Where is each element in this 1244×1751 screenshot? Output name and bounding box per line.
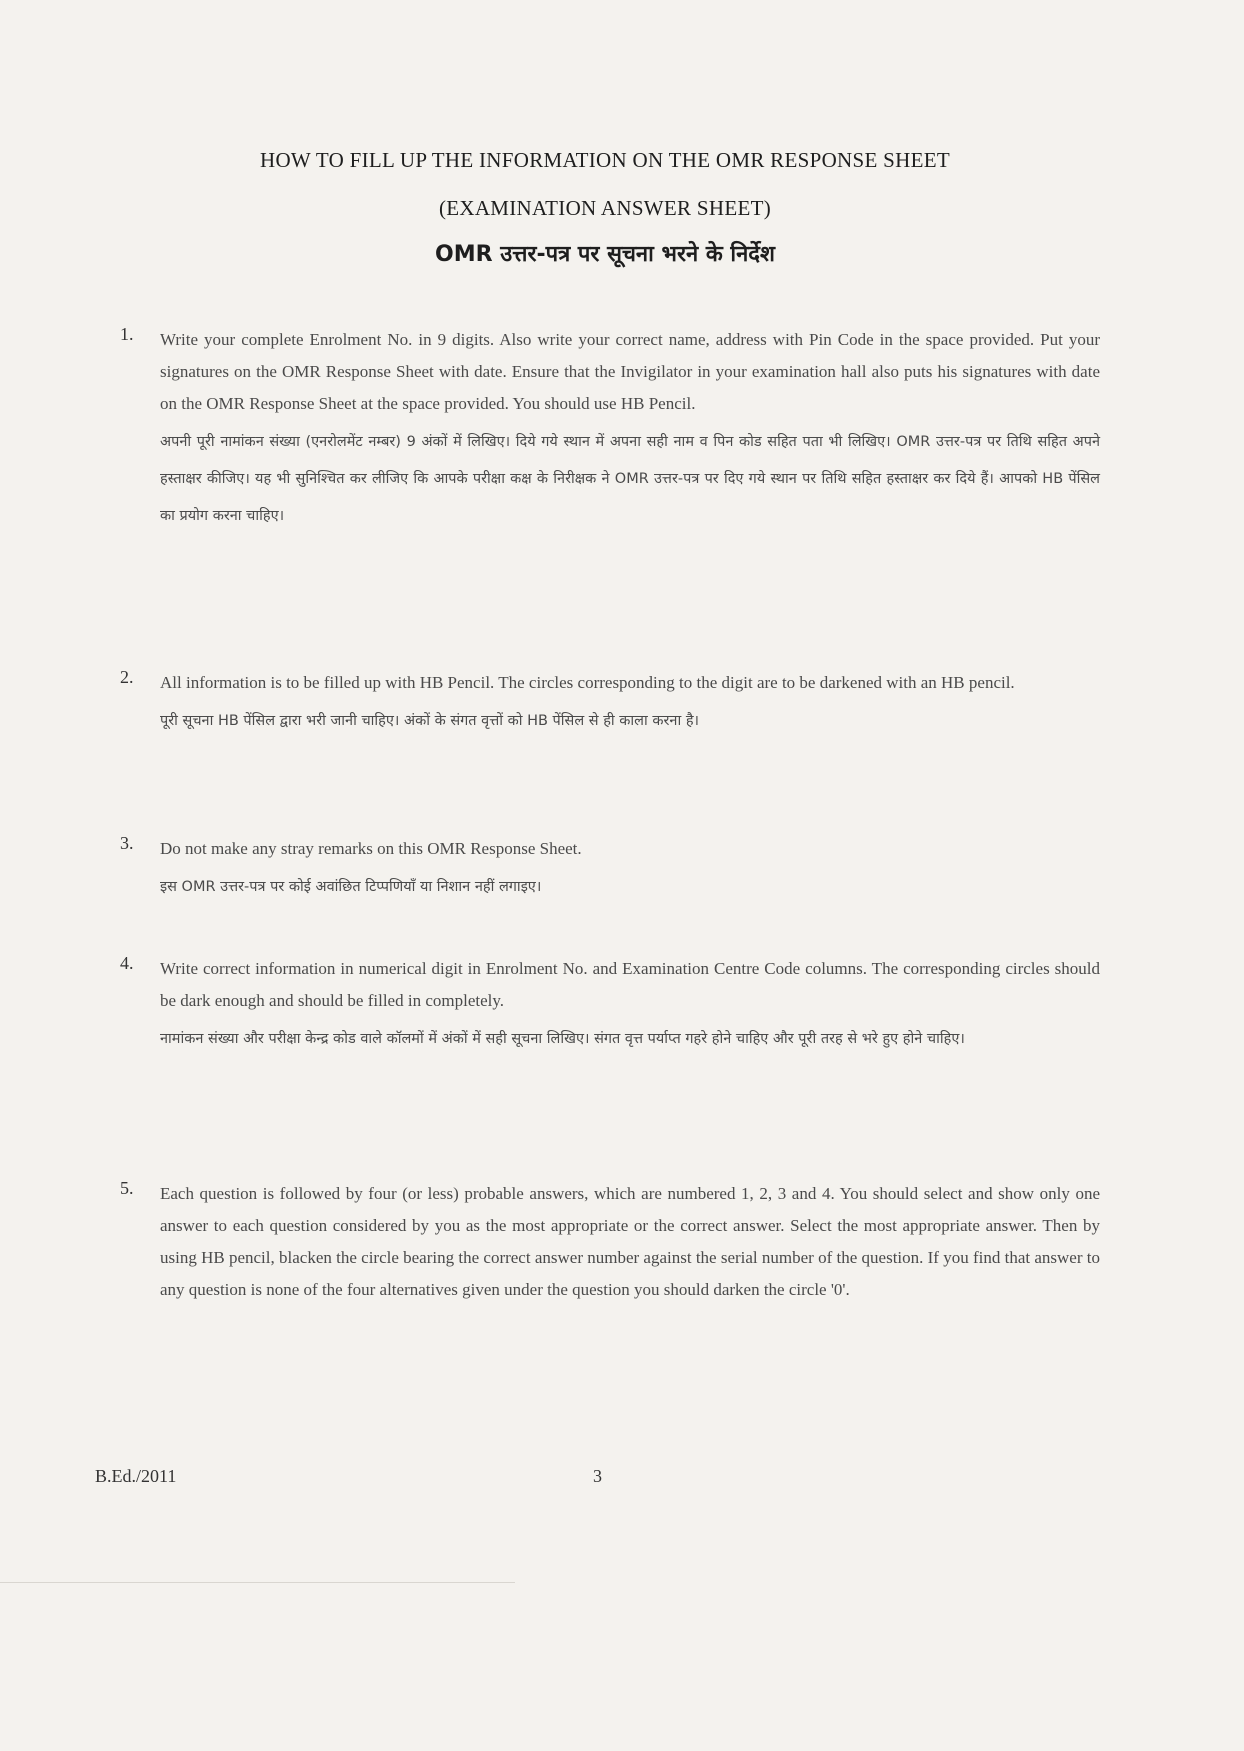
instruction-item-3 — [120, 833, 1120, 906]
instruction-english: Write your complete Enrolment No. in 9 digits. Also write your correct name, address with Pin Code in the space provided. Put your signatures on the OMR Response Sheet with date. Ensure that the Invigilator in your examination hall also puts his signatures with date on the OMR Response Sheet at the space provided. You should use HB Pencil. — [160, 330, 1100, 413]
page-title: HOW TO FILL UP THE INFORMATION ON THE OMR RESPONSE SHEET — [259, 148, 950, 172]
instruction-item-1 — [120, 324, 1120, 535]
page-subtitle: (EXAMINATION ANSWER SHEET) — [438, 196, 772, 220]
divider — [0, 1582, 515, 1583]
page-title-hindi: OMR उत्तर-पत्र पर सूचना भरने के निर्देश — [435, 242, 775, 267]
instruction-number: 5. — [120, 1178, 134, 1198]
instruction-english: Each question is followed by four (or less) probable answers, which are numbered 1, 2, 3 and 4. You should select and show only one answer to each question considered by you as the most appropriate or the correct answer. Select the most appropriate answer. Then by using HB pencil, blacken the circle bearing the correct answer number against the serial number of the question. If you find that answer to any question is none of the four alternatives given under the question you should darken the circle '0'. — [160, 1184, 1100, 1299]
instruction-english: Do not make any stray remarks on this OMR Response Sheet. — [160, 839, 582, 858]
instruction-item-2 — [120, 667, 1120, 740]
instruction-item-5 — [120, 1178, 1120, 1306]
instruction-number: 2. — [120, 667, 134, 687]
exam-code: B.Ed./2011 — [95, 1466, 177, 1486]
instruction-hindi: अपनी पूरी नामांकन संख्या (एनरोलमेंट नम्बर) 9 अंकों में लिखिए। दिये गये स्थान में अपना सही नाम व पिन कोड सहित पता भी लिखिए। OMR उत्तर-पत्र पर तिथि सहित अपने हस्ताक्षर कीजिए। यह भी सुनिश्चित कर लीजिए कि आपके परीक्षा कक्ष के निरीक्षक ने OMR उत्तर-पत्र पर दिए गये स्थान पर तिथि सहित हस्ताक्षर कर दिये हैं। आपको HB पेंसिल का प्रयोग करना चाहिए। — [160, 434, 1100, 524]
instruction-hindi: इस OMR उत्तर-पत्र पर कोई अवांछित टिप्पणियाँ या निशान नहीं लगाइए। — [160, 879, 542, 895]
instruction-english: Write correct information in numerical digit in Enrolment No. and Examination Centre Code columns. The corresponding circles should be dark enough and should be filled in completely. — [160, 959, 1100, 1010]
instruction-english: All information is to be filled up with HB Pencil. The circles corresponding to the digit are to be darkened with an HB pencil. — [160, 673, 1015, 692]
instruction-hindi: नामांकन संख्या और परीक्षा केन्द्र कोड वाले कॉलमों में अंकों में सही सूचना लिखिए। संगत वृत्त पर्याप्त गहरे होने चाहिए और पूरी तरह से भरे हुए होने चाहिए। — [160, 1031, 965, 1047]
instruction-number: 4. — [120, 953, 134, 973]
instruction-number: 3. — [120, 833, 134, 853]
instruction-item-4 — [120, 953, 1120, 1058]
instruction-number: 1. — [120, 324, 134, 344]
page-number: 3 — [593, 1466, 602, 1486]
instruction-hindi: पूरी सूचना HB पेंसिल द्वारा भरी जानी चाहिए। अंकों के संगत वृत्तों को HB पेंसिल से ही काला करना है। — [160, 713, 700, 729]
